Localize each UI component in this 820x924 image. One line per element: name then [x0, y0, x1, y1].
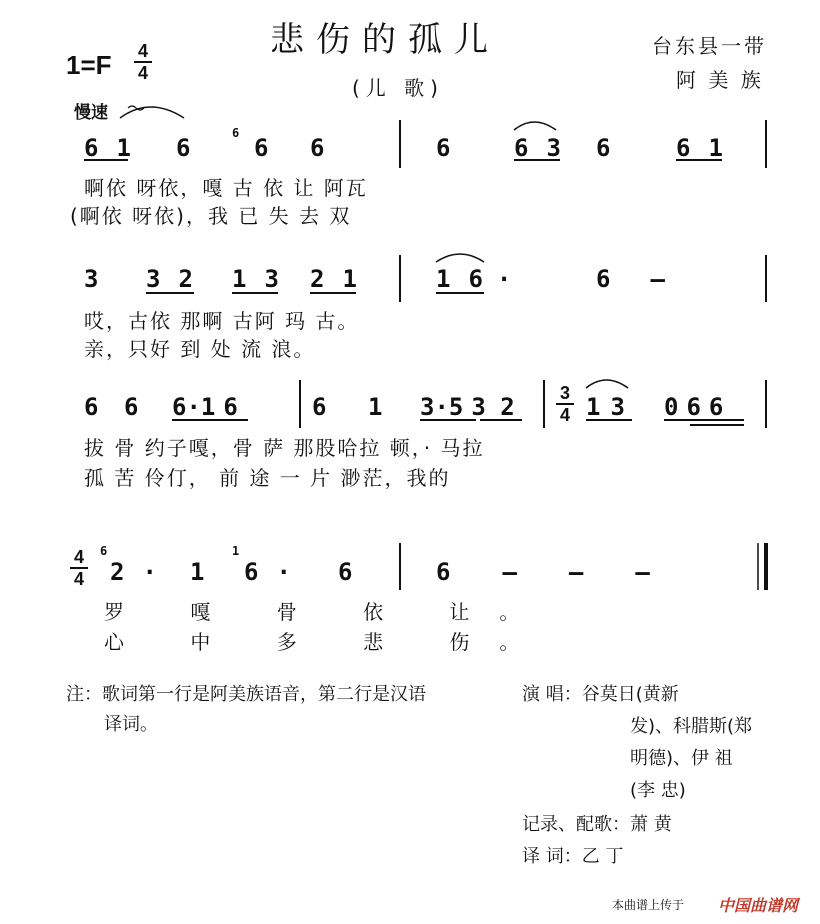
region-line-1: 台东县一带 — [652, 34, 767, 58]
note: 6·1 6 — [172, 393, 238, 421]
note: 1 6 · — [436, 265, 512, 293]
note: 1 — [190, 558, 205, 586]
note: 6 — [310, 134, 325, 162]
credit-singers: 演 唱：谷莫日(黄新 — [522, 684, 679, 705]
time-signature-3-4 — [556, 384, 574, 424]
time-bottom: 4 — [73, 569, 84, 589]
note: 6 — — — — [436, 558, 650, 586]
note: 3·5 3 2 — [420, 393, 515, 421]
credit-singers-4: (李 忠) — [630, 780, 686, 801]
note: 6 — [312, 393, 327, 421]
note: 6 — [338, 558, 353, 586]
note: 3 2 — [146, 265, 193, 293]
note: 6 — [596, 134, 611, 162]
note: 6 · — [244, 558, 291, 586]
note: 6 — [84, 393, 99, 421]
time-bottom: 4 — [137, 63, 148, 83]
notes-row-1: 6 1 — [84, 134, 131, 162]
lyrics-row-1-line-2: (啊依 呀依)，我 已 失 去 双 — [70, 204, 352, 228]
time-top: 4 — [70, 548, 88, 569]
key-signature: 1=F — [66, 50, 112, 80]
credit-recorder: 记录、配歌：萧 黄 — [522, 814, 672, 835]
note: 0 6 6 — [664, 393, 724, 421]
lyrics-row-3-line-2: 孤 苦 伶仃， 前 途 一 片 渺茫，我的 — [84, 466, 451, 490]
note: 1 3 — [586, 393, 625, 421]
time-signature-4-4 — [70, 548, 88, 588]
lyrics-row-4-line-2: 心 中 多 悲 伤。 — [104, 630, 550, 654]
lyrics-row-2-line-2: 亲，只好 到 处 流 浪。 — [84, 337, 316, 361]
credit-translator: 译 词：乙 丁 — [522, 846, 624, 867]
song-title: 悲伤的孤儿 — [270, 20, 500, 60]
note: 6 — — [596, 265, 665, 293]
note: 2 1 — [310, 265, 357, 293]
region-line-2: 阿 美 族 — [676, 68, 764, 92]
note: 6 — [176, 134, 191, 162]
song-genre: (儿 歌) — [352, 76, 444, 100]
time-top: 4 — [134, 42, 152, 63]
note: 1 — [368, 393, 383, 421]
grace-note: 6 — [232, 126, 240, 140]
note: 6 3 — [514, 134, 561, 162]
lyrics-row-2-line-1: 哎，古依 那啊 古阿 玛 古。 — [84, 309, 360, 333]
note: 3 — [84, 265, 99, 293]
tempo-marking: 慢速 — [74, 103, 108, 123]
credit-singers-2: 发)、科腊斯(郑 — [630, 716, 753, 737]
site-brand[interactable]: 中国曲谱网 — [718, 896, 799, 915]
time-top: 3 — [556, 384, 574, 405]
note-line-2: 译词。 — [104, 714, 158, 735]
note: 2 · — [110, 558, 157, 586]
note: 6 — [124, 393, 139, 421]
lyrics-row-4-line-1: 罗 嘎 骨 依 让。 — [104, 600, 550, 624]
upload-footer: 本曲谱上传于 — [612, 898, 685, 912]
grace-note: 1 — [232, 544, 240, 558]
note-line-1: 注：歌词第一行是阿美族语音，第二行是汉语 — [66, 684, 426, 705]
note: 6 — [436, 134, 451, 162]
time-bottom: 4 — [559, 405, 570, 425]
note: 1 3 — [232, 265, 279, 293]
credit-singers-3: 明德)、伊 祖 — [630, 748, 733, 769]
lyrics-row-1-line-1: 啊依 呀依，嘎 古 依 让 阿瓦 — [84, 176, 368, 200]
note: 6 1 — [676, 134, 723, 162]
note: 6 — [254, 134, 269, 162]
grace-note: 6 — [100, 544, 108, 558]
lyrics-row-3-line-1: 拔 骨 约子嘎，骨 萨 那股哈拉 顿，· 马拉 — [84, 436, 485, 460]
